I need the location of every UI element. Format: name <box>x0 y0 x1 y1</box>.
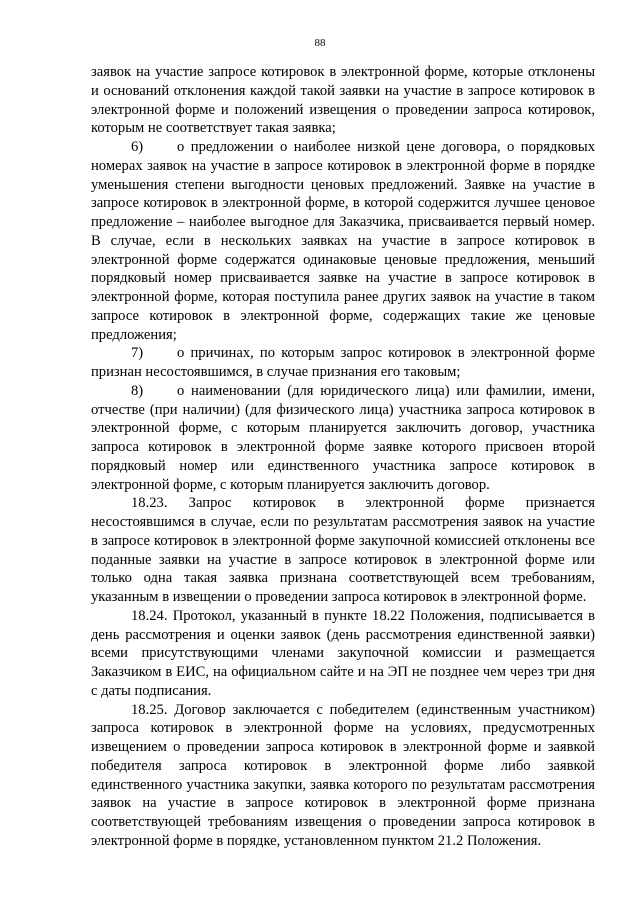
paragraph-text: о причинах, по которым запрос котировок в электронной форме признан несостоявшимся, в случае признания его таковым; <box>91 345 595 380</box>
paragraph-text: заявок на участие запросе котировок в электронной форме, которые отклонены и оснований отклонения каждой такой заявки на участие в запросе котировок в электронной форме и положений извещения о проведении запроса котировок, которым не соответствует такая заявка; <box>91 64 595 137</box>
list-item-8 <box>91 382 595 495</box>
paragraph-continuation <box>91 63 595 138</box>
paragraph-text: о предложении о наиболее низкой цене договора, о порядковых номерах заявок на участие в запросе котировок в электронной форме в порядке уменьшения степени выгодности ценовых предложений. Заявке на участие в запросе котировок в электронной форме, в которой содержится лучшее ценовое предложение – наиболее выгодное для Заказчика, присваивается первый номер. В случае, если в нескольких заявках на участие в запросе котировок в электронной форме содержатся одинаковые ценовые предложения, меньший порядковый номер присваивается заявке на участие в запросе котировок в электронной форме, которая поступила ранее других заявок на участие в таком запросе котировок в электронной форме, содержащих такие же ценовые предложения; <box>91 139 595 343</box>
clause-18-24 <box>91 607 595 701</box>
clause-number: 18.23. <box>131 495 168 512</box>
paragraph-text: Запрос котировок в электронной форме признается несостоявшимся в случае, если по результатам рассмотрения заявок на участие в запросе котировок в электронной форме закупочной комиссией отклонены все поданные заявки на участие в запросе котировок в электронной форме или только одна такая заявка признана соответствующей всем требованиям, указанным в извещении о проведении запроса котировок в электронной форме. <box>91 495 595 605</box>
clause-18-23 <box>91 494 595 607</box>
paragraph-text: Договор заключается с победителем (единственным участником) запроса котировок в электронной форме на условиях, предусмотренных извещением о проведении запроса котировок в электронной форме и заявкой победителя запроса котировок в электронной форме либо заявкой единственного участника закупки, заявка которого по результатам рассмотрения заявок на участие в запросе котировок в электронной форме признана соответствующей требованиям извещения о проведении запроса котировок в электронной форме в порядке, установленном пунктом 21.2 Положения. <box>91 701 595 849</box>
clause-number: 18.24. <box>131 607 168 624</box>
document-body <box>91 63 595 851</box>
list-marker: 7) <box>131 345 144 362</box>
list-marker: 8) <box>131 382 144 399</box>
list-item-7 <box>91 344 595 382</box>
clause-number: 18.25. <box>131 701 168 718</box>
list-item-6 <box>91 138 595 344</box>
clause-18-25 <box>91 701 595 851</box>
paragraph-text: Протокол, указанный в пункте 18.22 Положения, подписывается в день рассмотрения и оценки заявок (день рассмотрения единственной заявки) всеми присутствующими членами закупочной комиссии и размещается Заказчиком в ЕИС, на официальном сайте и на ЭП не позднее чем через три дня с даты подписания. <box>91 607 596 699</box>
list-marker: 6) <box>131 139 144 155</box>
paragraph-text: о наименовании (для юридического лица) или фамилии, имени, отчестве (при наличии) (для физического лица) участника запроса котировок в электронной форме, с которым планируется заключить договор, участника запроса котировок в электронной форме заявке которого присвоен второй порядковый номер или единственного участника запросе котировок в электронной форме, с которым планируется заключить договор. <box>91 382 595 493</box>
page-number: 88 <box>314 37 326 49</box>
